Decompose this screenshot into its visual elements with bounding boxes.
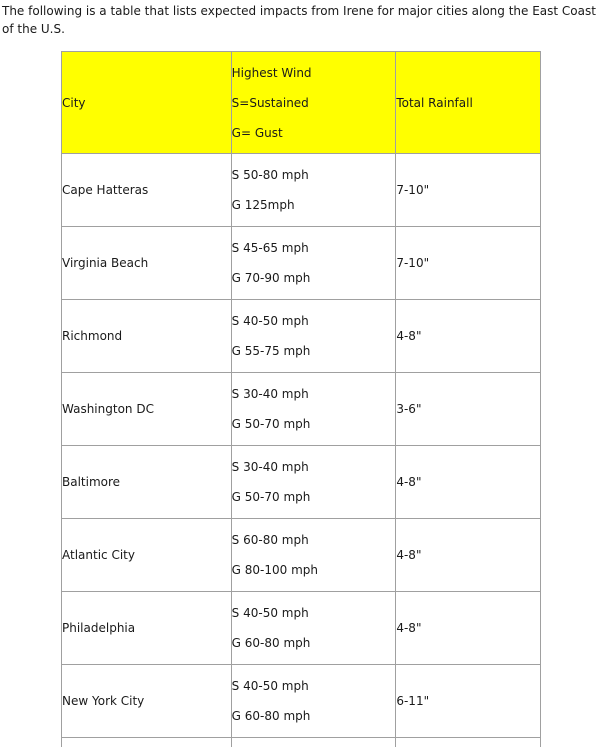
rainfall-value: 4-8" (396, 548, 422, 562)
rainfall-value: 7-10" (396, 256, 430, 270)
rainfall-value: 4-8" (396, 329, 422, 343)
table-row-partial (62, 738, 541, 747)
city-name: Philadelphia (62, 621, 136, 635)
rainfall-cell (396, 592, 541, 665)
gust-wind: G 55-75 mph (231, 344, 311, 358)
rainfall-cell (396, 373, 541, 446)
header-highest-wind (231, 52, 396, 154)
wind-cell (231, 227, 396, 300)
wind-cell (231, 154, 396, 227)
rainfall-value: 6-11" (396, 694, 430, 708)
gust-wind: G 60-80 mph (231, 636, 311, 650)
rainfall-value: 3-6" (396, 402, 422, 416)
table-row (62, 300, 541, 373)
table-header-row (62, 52, 541, 154)
city-cell (62, 300, 232, 373)
city-name: Washington DC (62, 402, 154, 416)
table-row (62, 373, 541, 446)
rainfall-cell (396, 519, 541, 592)
gust-wind: G 50-70 mph (231, 490, 311, 504)
city-cell (62, 373, 232, 446)
city-cell (62, 154, 232, 227)
city-cell (62, 446, 232, 519)
city-cell (62, 519, 232, 592)
wind-cell (231, 373, 396, 446)
table-row (62, 592, 541, 665)
sustained-wind: S 30-40 mph (231, 460, 309, 474)
wind-cell (231, 446, 396, 519)
table-row (62, 519, 541, 592)
irene-impacts-table (61, 51, 541, 747)
rainfall-value: 7-10" (396, 183, 430, 197)
city-name: Richmond (62, 329, 123, 343)
rainfall-cell (396, 665, 541, 738)
gust-wind: G 125mph (231, 198, 295, 212)
gust-wind: G 80-100 mph (231, 563, 318, 577)
rainfall-cell (396, 300, 541, 373)
wind-cell (231, 665, 396, 738)
city-name: Baltimore (62, 475, 121, 489)
header-city (62, 52, 232, 154)
city-name: New York City (62, 694, 145, 708)
header-city-label: City (62, 95, 86, 110)
intro-paragraph: The following is a table that lists expected impacts from Irene for major cities along the East Coast of the U.S. (2, 4, 596, 36)
table-row (62, 446, 541, 519)
header-total-rainfall (396, 52, 541, 154)
gust-wind: G 60-80 mph (231, 709, 311, 723)
sustained-wind: S 40-50 mph (231, 314, 309, 328)
city-name: Cape Hatteras (62, 183, 149, 197)
gust-wind: G 50-70 mph (231, 417, 311, 431)
rainfall-cell (396, 154, 541, 227)
header-wind-gust-key: G= Gust (231, 125, 283, 140)
sustained-wind: S 50-80 mph (231, 168, 309, 182)
rainfall-cell (396, 738, 541, 747)
wind-cell (231, 592, 396, 665)
city-name: Virginia Beach (62, 256, 149, 270)
rainfall-value: 4-8" (396, 475, 422, 489)
sustained-wind: S 60-80 mph (231, 533, 309, 547)
city-cell (62, 592, 232, 665)
rainfall-cell (396, 446, 541, 519)
sustained-wind: S 40-50 mph (231, 606, 309, 620)
rainfall-cell (396, 227, 541, 300)
sustained-wind: S 30-40 mph (231, 387, 309, 401)
wind-cell (231, 519, 396, 592)
header-rainfall-label: Total Rainfall (396, 95, 473, 110)
table-row (62, 227, 541, 300)
city-cell (62, 738, 232, 747)
table-row (62, 154, 541, 227)
wind-cell (231, 738, 396, 747)
city-cell (62, 665, 232, 738)
rainfall-value: 4-8" (396, 621, 422, 635)
city-name: Atlantic City (62, 548, 135, 562)
sustained-wind: S 45-65 mph (231, 241, 309, 255)
table-row (62, 665, 541, 738)
header-wind-sustained-key: S=Sustained (231, 95, 309, 110)
sustained-wind: S 40-50 mph (231, 679, 309, 693)
gust-wind: G 70-90 mph (231, 271, 311, 285)
wind-cell (231, 300, 396, 373)
city-cell (62, 227, 232, 300)
header-wind-title: Highest Wind (231, 65, 312, 80)
